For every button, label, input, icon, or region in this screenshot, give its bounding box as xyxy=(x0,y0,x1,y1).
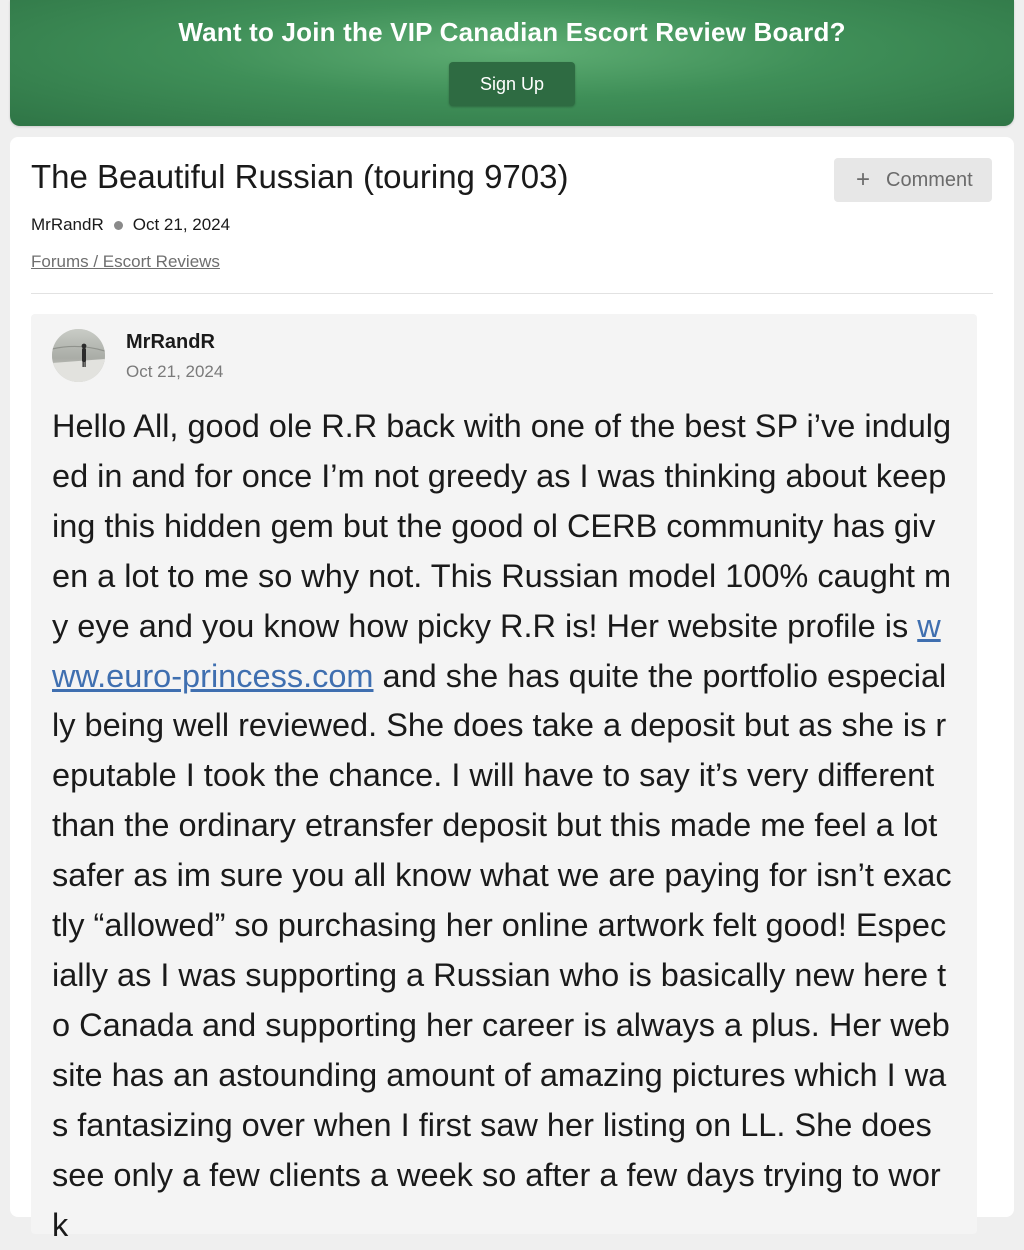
comment-button-label: Comment xyxy=(886,169,973,191)
avatar[interactable] xyxy=(52,329,105,382)
post-text-before-link: Hello All, good ole R.R back with one of the best SP i’ve indulged in and for once I’m not greedy as I was thinking about keeping this hidden gem but the good ol CERB community has given a lot to me so why not. This Russian model 100% caught my eye and you know how picky R.R is! Her website profile is xyxy=(52,408,952,644)
banner-title: Want to Join the VIP Canadian Escort Review Board? xyxy=(178,17,846,47)
plus-icon: + xyxy=(856,166,871,193)
thread-title: The Beautiful Russian (touring 9703) xyxy=(31,158,569,195)
vip-signup-banner xyxy=(10,0,1014,126)
thread-meta xyxy=(31,215,230,235)
user-avatar-icon xyxy=(52,329,105,382)
separator-dot-icon xyxy=(114,221,123,230)
post xyxy=(31,314,977,1243)
sign-up-button[interactable]: Sign Up xyxy=(449,62,575,106)
post-body xyxy=(52,402,952,1250)
post-text-after-link: and she has quite the portfolio especially being well reviewed. She does take a deposit but as she is reputable I took the chance. I will have to say it’s very different than the ordinary etransfer deposit but this made me feel a lot safer as im sure you all know what we are paying for isn’t exactly “allowed” so purchasing her online artwork felt good! Especially as I was supporting a Russian who is basically new here to Canada and supporting her career is always a plus. Her website has an astounding amount of amazing pictures which I was fantasizing over when I first saw her listing on LL. She does see only a few clients a week so after a few days trying to work xyxy=(52,657,952,1243)
thread-author[interactable]: MrRandR xyxy=(31,215,104,234)
comment-button[interactable] xyxy=(834,158,992,202)
thread-date: Oct 21, 2024 xyxy=(132,215,231,234)
website-link[interactable]: www.euro-princess.com xyxy=(52,607,941,694)
breadcrumb[interactable]: Forums / Escort Reviews xyxy=(31,252,220,271)
post-author[interactable]: MrRandR xyxy=(126,331,215,353)
thread-card xyxy=(10,137,1014,1243)
divider xyxy=(31,293,993,294)
post-date: Oct 21, 2024 xyxy=(126,362,224,381)
